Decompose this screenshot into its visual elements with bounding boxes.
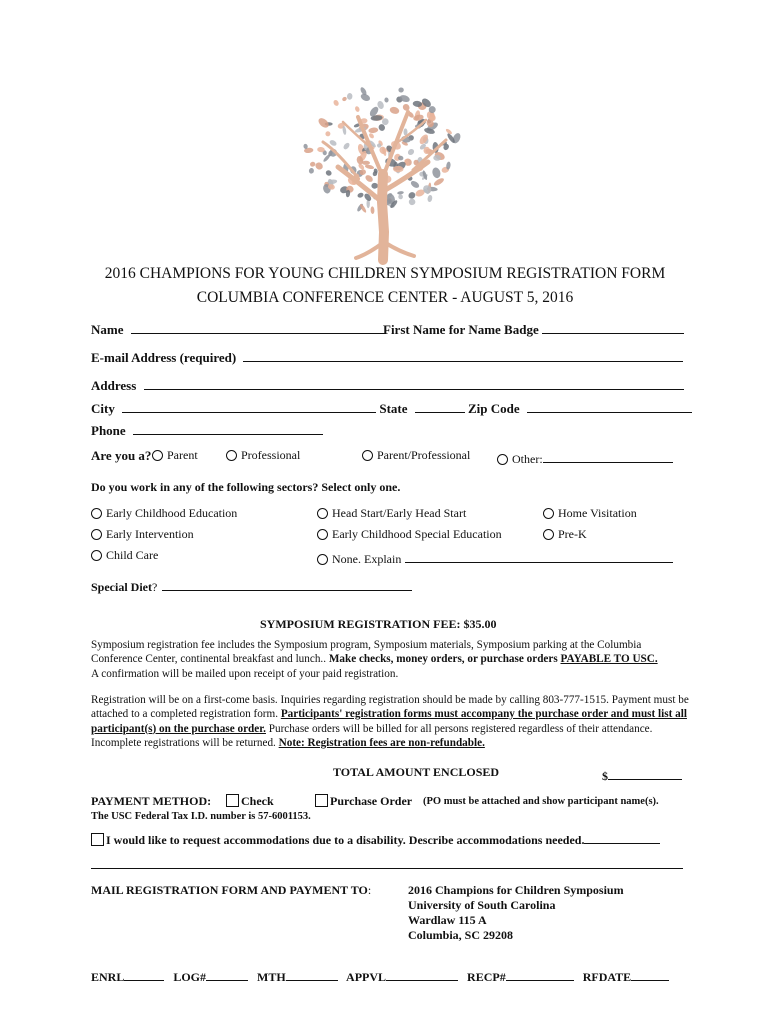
role-option-other[interactable] [497,448,673,467]
leaf-shape [341,96,347,102]
special-diet-row [91,576,412,595]
office-field-label: RFDATE [582,970,632,984]
sector-label: None. Explain [332,552,402,566]
office-field-label: LOG# [173,970,207,984]
radio-icon[interactable] [362,450,373,461]
mail-label: MAIL REGISTRATION FORM AND PAYMENT TO [91,883,368,897]
state-input[interactable] [415,398,465,413]
leaf-shape [357,192,365,199]
sector-option[interactable] [317,548,673,567]
accommodation-input[interactable] [584,829,660,844]
radio-icon[interactable] [317,508,328,519]
currency-sign: $ [602,769,608,783]
leaf-shape [433,177,445,187]
leaf-shape [370,206,374,214]
sector-option[interactable] [317,527,502,542]
name-field-row [91,319,385,338]
address-field-row [91,375,684,394]
radio-icon[interactable] [543,508,554,519]
radio-icon[interactable] [91,508,102,519]
role-option-label: Parent/Professional [377,448,471,462]
office-field-input[interactable] [386,966,458,981]
refund-note: Note: Registration fees are non-refundable. [278,736,485,749]
leaf-shape [397,191,404,195]
radio-icon[interactable] [152,450,163,461]
leaf-shape [407,148,416,157]
mail-address-line: University of South Carolina [408,898,556,912]
leaf-shape [389,106,400,115]
special-diet-input[interactable] [162,576,412,591]
leaf-shape [325,169,333,177]
office-field-label: ENRL [91,970,125,984]
office-field-label: APPVL [346,970,387,984]
office-use-row [91,966,669,985]
check-label: Check [241,794,274,808]
registration-text: Registration will be on a first-come basis. Inquiries regarding registration should be made by calling 803-777-1515. Payment must be attached to a completed registration form. [91,694,689,721]
fee-heading: SYMPOSIUM REGISTRATION FEE: $35.00 [260,617,497,631]
payment-po-option[interactable] [315,794,412,809]
leaf-shape [407,191,416,200]
payable-note: Make checks, money orders, or purchase orders [328,653,558,666]
leaf-shape [368,132,375,139]
office-field-input[interactable] [506,966,574,981]
po-note: (PO must be attached and show participant name(s). [423,796,659,807]
sector-label: Early Intervention [106,527,194,541]
radio-icon[interactable] [543,529,554,540]
mail-address-line: Wardlaw 115 A [408,913,487,927]
phone-field-row [91,420,323,439]
leaf-shape [342,142,350,151]
role-option-label: Professional [241,448,301,462]
accommodation-line[interactable] [91,868,683,869]
checkbox-icon[interactable] [226,794,239,807]
fee-paragraph [91,638,691,681]
office-field-label: RECP# [467,970,506,984]
badge-field-row [383,319,684,338]
leaf-shape [309,161,315,167]
city-label: City [91,401,115,416]
mail-address-line: Columbia, SC 29208 [408,928,514,942]
leaf-shape [371,183,378,189]
role-option-parent[interactable] [152,448,198,463]
special-diet-label: Special Diet [91,580,152,594]
checkbox-icon[interactable] [315,794,328,807]
accommodation-row[interactable] [91,829,660,848]
sector-label: Head Start/Early Head Start [332,506,467,520]
mail-label-row [91,883,371,898]
po-requirement: Participants' registration forms must accompany the purchase order and must list all participant(s) on the purchase order. [91,708,687,735]
fee-text: Symposium registration fee includes the Symposium program, Symposium materials, Symposium parking at the Columbia Conference Center, continental breakfast and lunch.. [91,639,642,666]
total-input[interactable] [608,765,682,780]
email-input[interactable] [243,347,683,362]
other-input[interactable] [543,448,673,463]
payment-check-option[interactable] [226,794,274,809]
sectors-question: Do you work in any of the following sectors? Select only one. [91,480,401,494]
sector-option[interactable] [543,506,637,521]
role-question: Are you a? [91,448,152,463]
leaf-shape [408,198,415,205]
zip-label: Zip Code [468,401,520,416]
registration-paragraph [91,693,691,750]
sector-option[interactable] [91,548,158,563]
leaf-shape [324,130,331,137]
leaf-shape [308,168,314,174]
state-label: State [379,401,408,416]
role-option-label: Parent [167,448,198,462]
checkbox-icon[interactable] [91,833,104,846]
city-field-row [91,398,692,417]
email-field-row [91,347,683,366]
radio-icon[interactable] [226,450,237,461]
zip-input[interactable] [527,398,692,413]
office-field-input[interactable] [206,966,248,981]
special-diet-q: ? [152,580,158,594]
leaf-shape [431,166,442,179]
phone-label: Phone [91,423,126,438]
role-option-label: Other: [512,452,543,466]
sector-label: Home Visitation [558,506,637,520]
mail-colon: : [367,883,372,897]
explain-input[interactable] [405,548,673,563]
phone-input[interactable] [133,420,323,435]
leaf-shape [368,127,378,134]
sector-option[interactable] [317,506,466,521]
leaf-shape [332,99,339,107]
form-subtitle: COLUMBIA CONFERENCE CENTER - AUGUST 5, 2016 [196,289,574,306]
tree-logo [298,82,468,267]
tax-id: The USC Federal Tax I.D. number is 57-6001153. [91,811,311,822]
leaf-shape [398,87,404,93]
address-label: Address [91,378,137,393]
address-input[interactable] [144,375,684,390]
payment-method-label: PAYMENT METHOD: [91,794,212,808]
office-field-input[interactable] [631,966,669,981]
radio-icon[interactable] [91,550,102,561]
total-label: TOTAL AMOUNT ENCLOSED [333,765,500,779]
leaf-shape [427,195,433,203]
leaf-shape [314,161,324,171]
leaf-shape [347,93,353,100]
name-label: Name [91,322,124,337]
total-amount-row [602,765,682,784]
role-option-professional[interactable] [226,448,300,463]
accommodation-label: I would like to request accommodations due to a disability. Describe accommodations needed. [106,833,585,847]
badge-label: First Name for Name Badge [383,322,539,337]
sector-option[interactable] [91,506,237,521]
role-option-parent-professional[interactable] [362,448,470,463]
leaf-shape [364,174,374,184]
billing-text: Purchase orders will be billed for all persons registered regardless of their attendance. Incomplete registrations will be returned. [91,722,653,749]
radio-icon[interactable] [91,529,102,540]
radio-icon[interactable] [497,454,508,465]
sector-option[interactable] [543,527,587,542]
name-input[interactable] [131,319,385,334]
sector-label: Early Childhood Education [106,506,238,520]
po-label: Purchase Order [330,794,413,808]
office-field-input[interactable] [286,966,338,981]
leaf-shape [398,194,404,200]
leaf-shape [384,97,389,103]
badge-name-input[interactable] [542,319,684,334]
payable-to-usc: PAYABLE TO USC. [560,653,658,666]
leaf-shape [354,106,360,113]
mail-address-line: 2016 Champions for Children Symposium [408,883,624,897]
form-title: 2016 CHAMPIONS FOR YOUNG CHILDREN SYMPOSIUM REGISTRATION FORM [104,265,666,282]
radio-icon[interactable] [317,554,328,565]
sector-label: Pre-K [558,527,587,541]
sector-option[interactable] [91,527,194,542]
leaf-shape [410,180,421,190]
city-input[interactable] [122,398,376,413]
office-field-input[interactable] [124,966,164,981]
confirmation-note: A confirmation will be mailed upon receipt of your paid registration. [91,667,399,680]
office-field-label: MTH [257,970,286,984]
radio-icon[interactable] [317,529,328,540]
sector-label: Early Childhood Special Education [332,527,502,541]
sector-label: Child Care [106,548,159,562]
email-label: E-mail Address (required) [91,350,237,365]
